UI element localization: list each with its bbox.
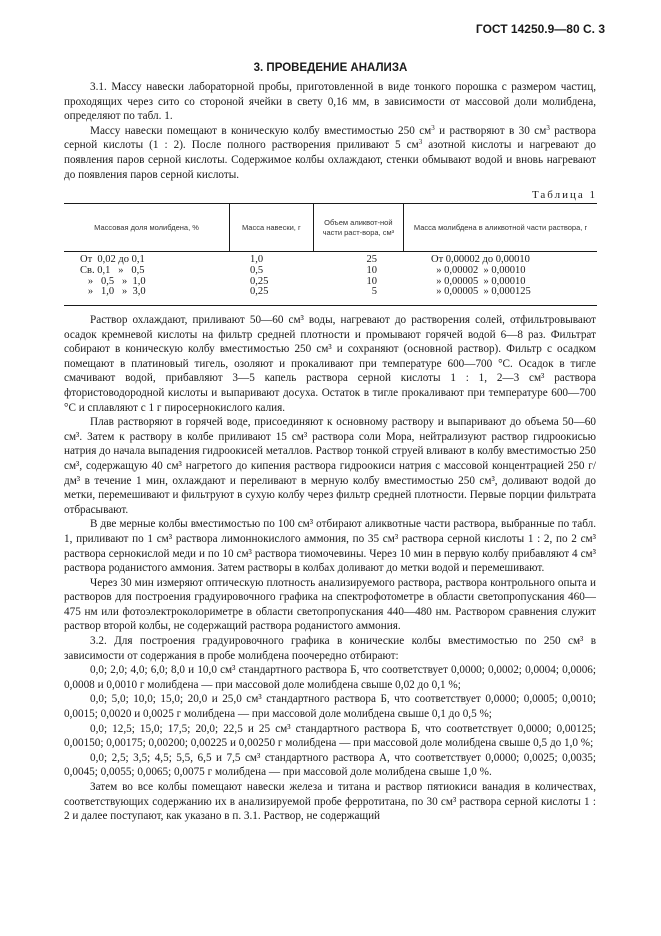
paragraph-optical-density: Через 30 мин измеряют оптическую плотность анализируемого раствора, раствора контрольного опыта и растворов для построения градуировочного графика на спектрофотометре в области светопропускания 460—475 нм или фотоэлектроколориметре в области светопропускания 440—480 нм. Раствором сравнения служит раствор второй колбы, не содержащий раствора роданистого аммония. — [64, 576, 596, 633]
table-cell: 0,25 — [250, 286, 269, 298]
table-column-aliquot-volume — [313, 252, 403, 305]
table-1 — [64, 203, 597, 306]
intro-text-block — [64, 80, 596, 182]
paragraph-series-3: 0,0; 12,5; 15,0; 17,5; 20,0; 22,5 и 25 см³ стандартного раствора Б, что соответствует 0,0000; 0,00125; 0,00150; 0,00175; 0,00200; 0,00225 и 0,00250 г молибдена — при массовой доле молибдена свыше 0,5 до 1,0 %; — [64, 722, 596, 750]
table-header-row — [64, 204, 597, 252]
table-cell: Св. 0,1 » 0,5 — [80, 264, 145, 276]
table-cell: От 0,00002 до 0,00010 — [431, 254, 530, 265]
table-cell: 10 — [366, 264, 377, 276]
paragraph-sample-dissolving: Массу навески помещают в коническую колбу вместимостью 250 $см^3$ и растворяют в 30 $см^3$ раствора серной кислоты (1 : 2). После полного растворения приливают 5 $см^3$ азотной кислоты и нагревают до появления паров серной кислоты. Содержимое колбы охлаждают, стенки обмывают водой и вновь нагревают до появления паров серной кислоты. — [64, 123, 596, 181]
paragraph-series-2: 0,0; 5,0; 10,0; 15,0; 20,0 и 25,0 см³ стандартного раствора Б, что соответствует 0,0000; 0,0005; 0,0010; 0,0015; 0,0020 и 0,0025 г молибдена — при массовой доле молибдена свыше 0,1 до 0,5 %; — [64, 693, 596, 721]
paragraph-series-4: 0,0; 2,5; 3,5; 4,5; 5,5, 6,5 и 7,5 см³ стандартного раствора А, что соответствует 0,0000; 0,0025; 0,0035; 0,0045; 0,0055; 0,0065; 0,0075 г молибдена — при массовой доле молибдена свыше 1,0 %. — [64, 751, 596, 779]
table-cell: 0,25 — [250, 275, 269, 287]
table-cell: 25 — [366, 254, 377, 265]
main-text-block — [64, 313, 596, 824]
paragraph-filtration: Раствор охлаждают, приливают 50—60 см³ воды, нагревают до растворения солей, отфильтровывают осадок кремневой кислоты на фильтр средней плотности и промывают горячей водой 6—8 раз. Фильтрат собирают в коническую колбу вместимостью 250 см³ и сохраняют (основной раствор). Фильтр с осадком помещают в платиновый тигель, озоляют и прокаливают при температуре 600—700 °С. Осадок в тигле смачивают водой, прибавляют 3—5 капель раствора серной кислоты 1 : 1, 2—3 см³ раствора фтористоводородной кислоты и выпаривают досуха. Остаток в тигле прокаливают при температуре 600—700 °С и сплавляют с 1 г пиросернокислого калия. — [64, 314, 596, 414]
paragraph-3-1: 3.1. Массу навески лабораторной пробы, приготовленной в виде тонкого порошка с размером частиц, проходящих через сито со стороной ячейки в свету 0,16 мм, в зависимости от массовой доли молибдена, определяют по табл. 1. — [64, 81, 596, 123]
table-header-molybdenum-mass: Масса молибдена в аликвотной части раствора, г — [403, 204, 597, 251]
paragraph-aliquots: В две мерные колбы вместимостью по 100 см³ отбирают аликвотные части раствора, выбранные по табл. 1, приливают по 1 см³ раствора лимоннокислого аммония, по 35 см³ раствора серной кислоты 1 : 2, по 2 см³ раствора сернокислой меди и по 10 см³ раствора тиомочевины. Через 10 мин в первую колбу прибавляют 4 см³ раствора роданистого аммония. Затем растворы в колбах доливают до метки водой и перемешивают. — [64, 518, 596, 575]
table-cell: » 0,00005 » 0,00010 — [431, 275, 526, 287]
paragraph-melt-dissolving: Плав растворяют в горячей воде, присоединяют к основному раствору и выпаривают до объема 50—60 см³. Затем к раствору в колбе приливают 15 см³ раствора соли Мора, нейтрализуют раствор гидроокисью натрия до начала выпадения гидроокисей металлов. Раствор тонкой струей вливают в колбу вместимостью 250 см³, содержащую 40 см³ нагретого до кипения раствора гидроокиси натрия с массовой концентрацией 250 г/дм³ в течение 1 мин, охлаждают и переливают в мерную колбу вместимостью 250 см³, доливают водой до метки, перемешивают и фильтруют в сухую колбу через фильтр средней плотности. Первые порции фильтрата отбрасывают. — [64, 416, 596, 516]
table-column-sample-mass — [230, 252, 313, 305]
paragraph-3-2: 3.2. Для построения градуировочного графика в конические колбы вместимостью по 250 см³ в зависимости от содержания в пробе молибдена поочередно отбирают: — [64, 635, 596, 662]
table-cell: » 0,00002 » 0,00010 — [431, 264, 526, 276]
table-cell: 0,5 — [250, 264, 264, 276]
table-column-molybdenum-mass — [403, 252, 597, 305]
page-header: ГОСТ 14250.9—80 С. 3 — [475, 22, 605, 36]
table-cell: » 0,00005 » 0,000125 — [431, 286, 531, 298]
table-cell: 10 — [366, 275, 377, 287]
table-header-sample-mass: Масса навески, г — [229, 204, 313, 251]
table-cell: » 1,0 » 3,0 — [80, 286, 146, 298]
table-body — [64, 252, 597, 305]
section-title: 3. ПРОВЕДЕНИЕ АНАЛИЗА — [253, 62, 408, 74]
table-cell: » 0,5 » 1,0 — [80, 275, 146, 287]
table-label: Таблица 1 — [531, 189, 597, 201]
table-column-molybdenum-fraction — [64, 252, 230, 305]
table-cell: 5 — [371, 286, 377, 298]
table-header-aliquot-volume: Объем аликвот-ной части раст-вора, см³ — [313, 204, 404, 251]
table-header-molybdenum-fraction: Массовая доля молибдена, % — [94, 222, 199, 232]
table-cell: От 0,02 до 0,1 — [80, 254, 145, 265]
table-cell: 1,0 — [250, 254, 264, 265]
paragraph-final: Затем во все колбы помещают навески железа и титана и раствор пятиокиси ванадия в количествах, соответствующих содержанию их в анализируемой пробе ферротитана, по 30 см³ раствора серной кислоты 1 : 2 и далее поступают, как указано в п. 3.1. Раствор, не содержащий — [64, 781, 596, 823]
paragraph-series-1: 0,0; 2,0; 4,0; 6,0; 8,0 и 10,0 см³ стандартного раствора Б, что соответствует 0,0000; 0,0002; 0,0004; 0,0006; 0,0008 и 0,0010 г молибдена — при массовой доле молибдена свыше 0,02 до 0,1 %; — [64, 664, 596, 691]
